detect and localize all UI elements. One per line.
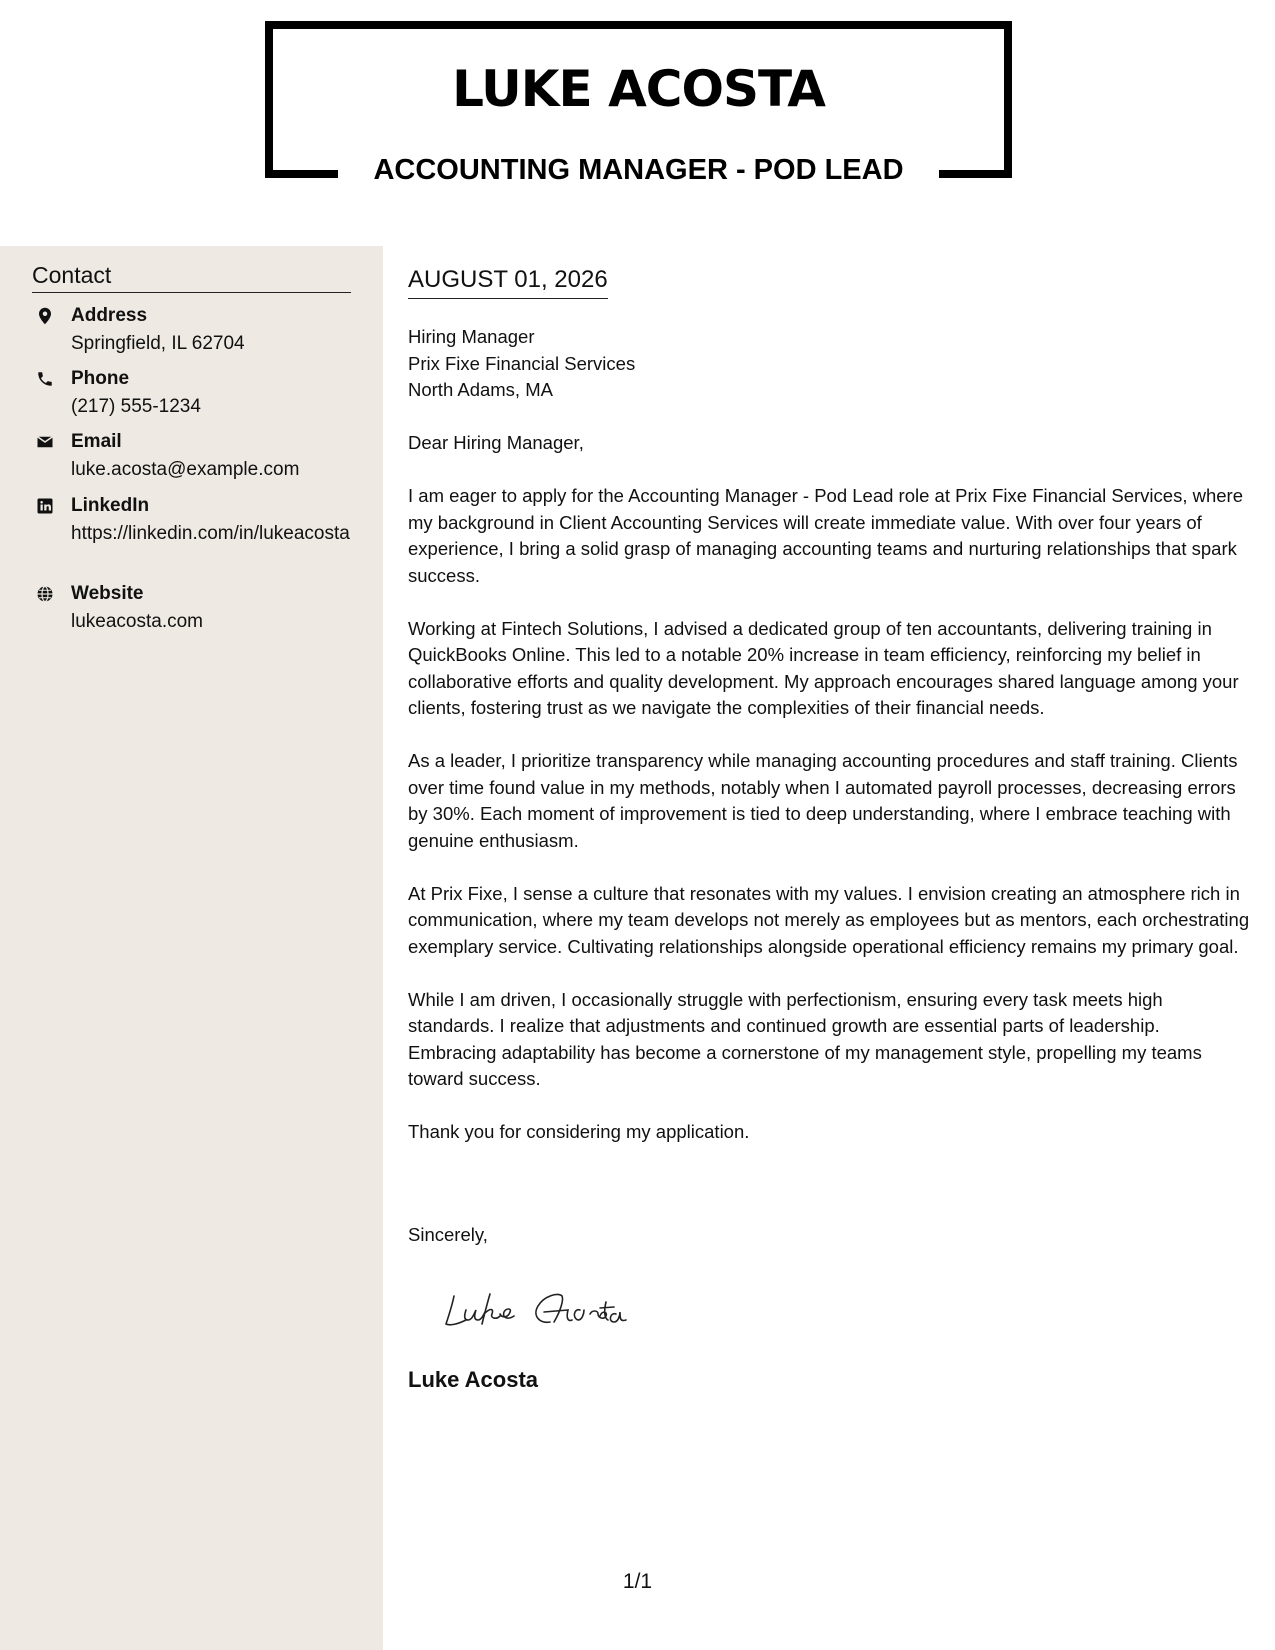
body-paragraph: I am eager to apply for the Accounting Manager - Pod Lead role at Prix Fixe Financial Services, where my background in Client Accounting Services will create immediate value. With over four years of experience, I bring a solid grasp of managing accounting teams and nurturing relationships that spark success.	[408, 485, 1243, 586]
phone-icon	[36, 370, 54, 388]
contact-label: Address	[71, 305, 148, 326]
contact-label: Email	[71, 431, 122, 452]
page-number: 1/1	[622, 1570, 653, 1593]
recipient-block	[408, 324, 635, 404]
contact-value: (217) 555-1234	[71, 396, 201, 417]
recipient-line: Hiring Manager	[408, 326, 535, 347]
contact-value: luke.acosta@example.com	[71, 459, 300, 480]
job-title: ACCOUNTING MANAGER - POD LEAD	[373, 154, 904, 186]
contact-label: Website	[71, 583, 144, 604]
closing-thanks: Thank you for considering my application.	[408, 1121, 750, 1142]
contact-heading: Contact	[32, 262, 351, 293]
applicant-name: LUKE ACOSTA	[452, 60, 825, 118]
frame-top-border	[265, 21, 1012, 29]
contact-value: Springfield, IL 62704	[71, 333, 245, 354]
letter-date: AUGUST 01, 2026	[408, 266, 608, 299]
closing: Sincerely,	[408, 1224, 488, 1245]
signer-name: Luke Acosta	[408, 1367, 539, 1392]
map-pin-icon	[36, 307, 54, 325]
body-paragraph: Working at Fintech Solutions, I advised a dedicated group of ten accountants, delivering training in QuickBooks Online. This led to a notable 20% increase in team efficiency, reinforcing my belief in collaborative efforts and quality development. My approach encourages shared language among your clients, fostering trust as we navigate the complexities of their financial needs.	[408, 617, 1239, 718]
contact-label: Phone	[71, 368, 130, 389]
recipient-line: North Adams, MA	[408, 379, 553, 400]
contact-label: LinkedIn	[71, 495, 150, 516]
envelope-icon	[36, 433, 54, 451]
linkedin-icon	[36, 497, 54, 515]
contact-value: lukeacosta.com	[71, 611, 204, 632]
salutation: Dear Hiring Manager,	[408, 432, 584, 453]
globe-icon	[36, 585, 54, 603]
recipient-line: Prix Fixe Financial Services	[408, 352, 636, 374]
contact-value: https://linkedin.com/in/lukeacosta	[71, 523, 350, 544]
body-paragraph: While I am driven, I occasionally struggle with perfectionism, ensuring every task meets high standards. I realize that adjustments and continued growth are essential parts of leadership. Embracing adaptability has become a cornerstone of my management style, propelling my teams toward success.	[408, 988, 1202, 1089]
letter-body	[408, 430, 1253, 1172]
handwritten-signature	[440, 1284, 640, 1339]
body-paragraph: As a leader, I prioritize transparency while managing accounting procedures and staff training. Clients over time found value in my methods, notably when I automated payroll processes, decreasing errors by 30%. Each moment of improvement is tied to deep understanding, where I embrace teaching with genuine enthusiasm.	[408, 750, 1238, 851]
body-paragraph: At Prix Fixe, I sense a culture that resonates with my values. I envision creating an atmosphere rich in communication, where my team develops not merely as employees but as mentors, each orchestrating exemplary service. Cultivating relationships alongside operational efficiency remains my primary goal.	[408, 882, 1250, 957]
